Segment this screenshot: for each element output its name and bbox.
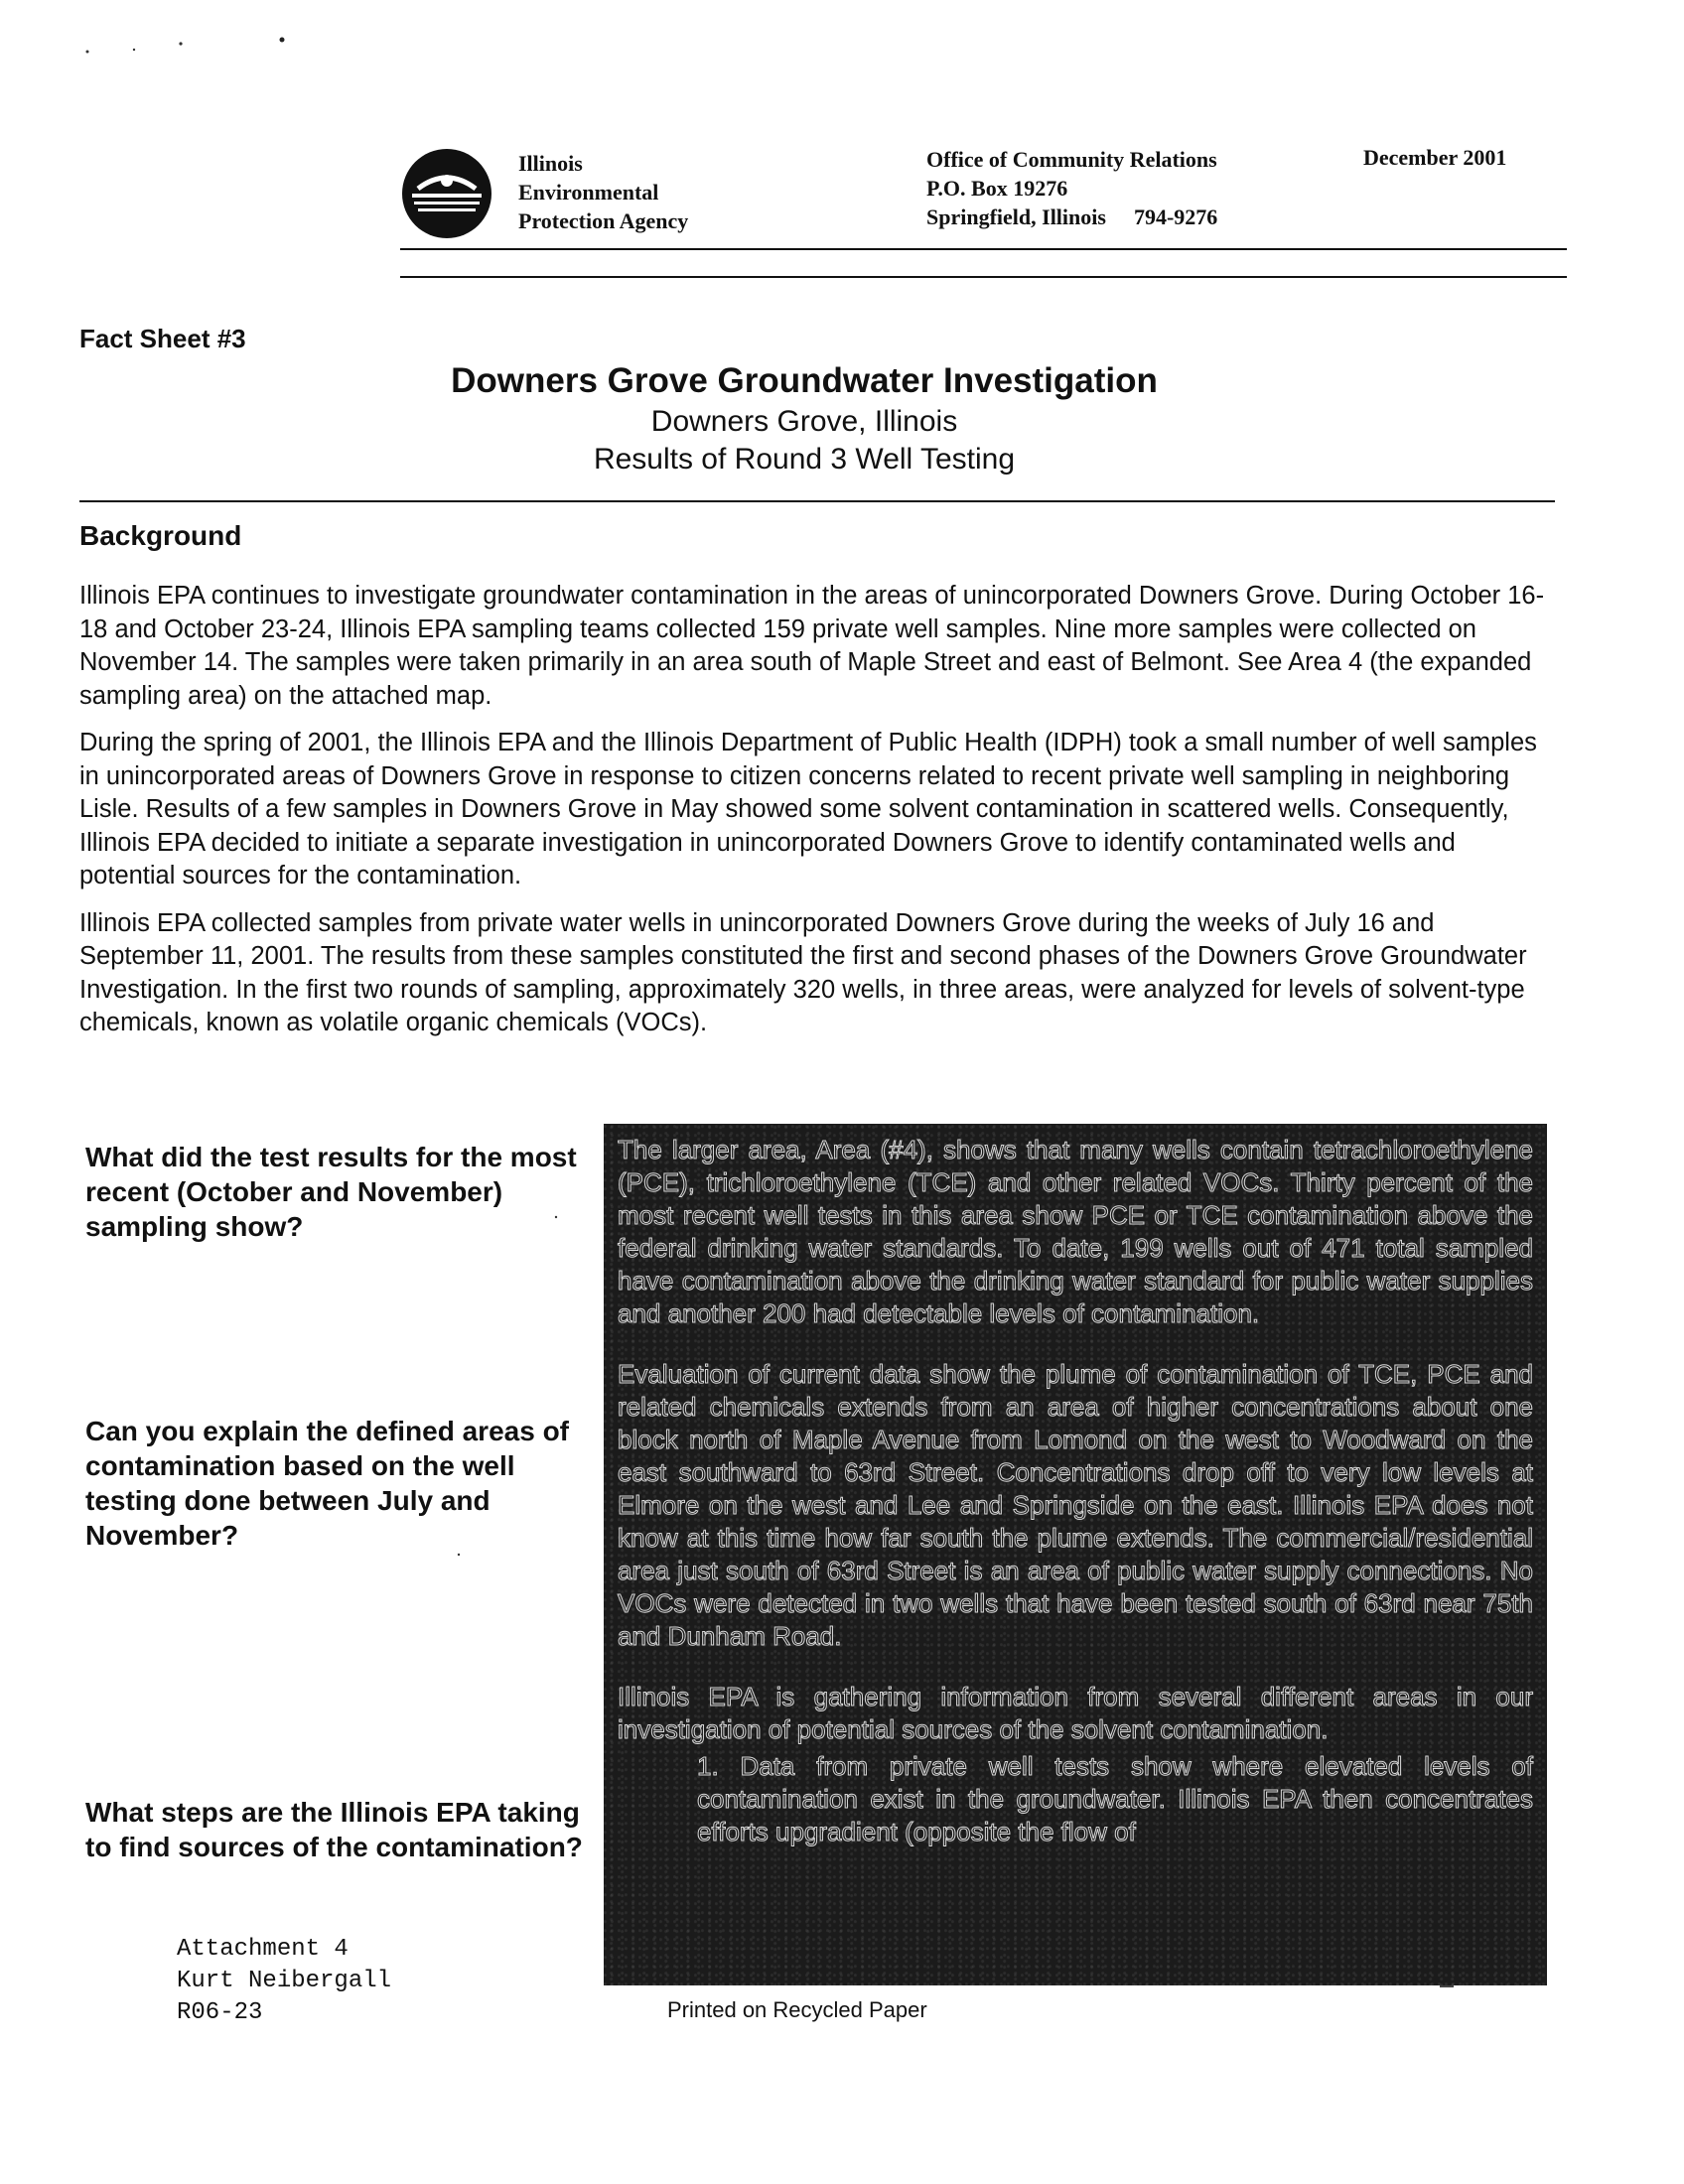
section-heading-background: Background (79, 520, 242, 551)
po-box: P.O. Box 19276 (926, 176, 1068, 201)
attachment-line: R06-23 (177, 1999, 263, 2026)
answer-source-step-1: 1. Data from private well tests show where elevated levels of contamination exist in the groundwater. Illinois EPA then concentrates efforts upgradient (opposite the flow of (697, 1751, 1533, 1846)
background-paragraph: Illinois EPA collected samples from private water wells in unincorporated Downers Grove during the weeks of July 16 and September 11, 2001. The results from these samples constituted the first and second phases of the Downers Grove Groundwater Investigation. In the first two rounds of sampling, approximately 320 wells, in three areas, were analyzed for levels of solvent-type chemicals, known as volatile organic chemicals (VOCs). (79, 908, 1527, 1036)
agency-line: Environmental (518, 180, 659, 205)
answer-contamination-areas: Evaluation of current data show the plume of contamination of TCE, PCE and related chemicals extends from an area of higher concentrations about one block north of Maple Avenue from Lomond on the west to Woodward on the east southward to 63rd Street. Concentrations drop off to very low levels at Elmore on the west and Lee and Springside on the east. Illinois EPA does not know at this time how far south the plume extends. The commercial/residential area just south of 63rd Street is an area of public water supply connections. No VOCs were detected in two wells that have been tested south of 63rd near 75th and Dunham Road. (618, 1359, 1533, 1651)
answer-source-steps: Illinois EPA is gathering information from several different areas in our investigation of potential sources of the solvent contamination. (618, 1682, 1533, 1744)
phone-number: 794-9276 (1133, 205, 1218, 229)
attachment-stamp (177, 1934, 391, 2029)
recycled-paper-note: Printed on Recycled Paper (667, 1997, 927, 2022)
office-address (926, 145, 1217, 231)
title-block (258, 359, 1350, 478)
background-paragraph: Illinois EPA continues to investigate groundwater contamination in the areas of unincorporated Downers Grove. During October 16-18 and October 23-24, Illinois EPA sampling teams collected 159 private well samples. Nine more samples were collected on November 14. The samples were taken primarily in an area south of Maple Street and east of Belmont. See Area 4 (the expanded sampling area) on the attached map. (79, 582, 1545, 710)
answer-test-results: The larger area, Area (#4), shows that many wells contain tetrachloroethylene (PCE), trichloroethylene (TCE) and other related VOCs. Thirty percent of the most recent well tests in this area show PCE or TCE contamination above the federal drinking water standards. To date, 199 wells out of 471 total sampled have contamination above the drinking water standard for public water supplies and another 200 had detectable levels of contamination. (618, 1135, 1533, 1328)
city: Springfield, Illinois (926, 205, 1106, 229)
header-divider-bottom (400, 276, 1567, 278)
question-test-results: What did the test results for the most recent (October and November) sampling show? (85, 1142, 577, 1242)
subtitle-location: Downers Grove, Illinois (650, 405, 958, 438)
background-paragraph: During the spring of 2001, the Illinois EPA and the Illinois Department of Public Health (IDPH) took a small number of well samples in unincorporated areas of Downers Grove in response to citizen concerns related to recent private well sampling in neighboring Lisle. Results of a few samples in Downers Grove in May showed some solvent contamination in scattered wells. Consequently, Illinois EPA decided to initiate a separate investigation in unincorporated Downers Grove to identify contaminated wells and potential sources for the contamination. (79, 729, 1537, 889)
city-line (926, 203, 1217, 231)
attachment-line: Attachment 4 (177, 1936, 349, 1963)
subtitle-results: Results of Round 3 Well Testing (593, 443, 1016, 476)
document-title: Downers Grove Groundwater Investigation (451, 361, 1158, 400)
fact-sheet-number: Fact Sheet #3 (79, 324, 246, 353)
office-name: Office of Community Relations (926, 147, 1217, 172)
answers-box (604, 1124, 1547, 1985)
header-divider-top (400, 248, 1567, 250)
attachment-line: Kurt Neibergall (177, 1968, 392, 1994)
title-divider (79, 500, 1555, 502)
agency-line: Illinois (518, 151, 583, 176)
issue-date: December 2001 (1363, 145, 1507, 170)
question-contamination-areas: Can you explain the defined areas of contamination based on the well testing done between July and November? (85, 1416, 570, 1551)
agency-name (518, 149, 688, 235)
agency-line: Protection Agency (518, 208, 689, 233)
illinois-epa-logo-icon (400, 147, 493, 240)
background-section (79, 580, 1555, 1054)
question-source-steps: What steps are the Illinois EPA taking to find sources of the contamination? (85, 1797, 583, 1862)
